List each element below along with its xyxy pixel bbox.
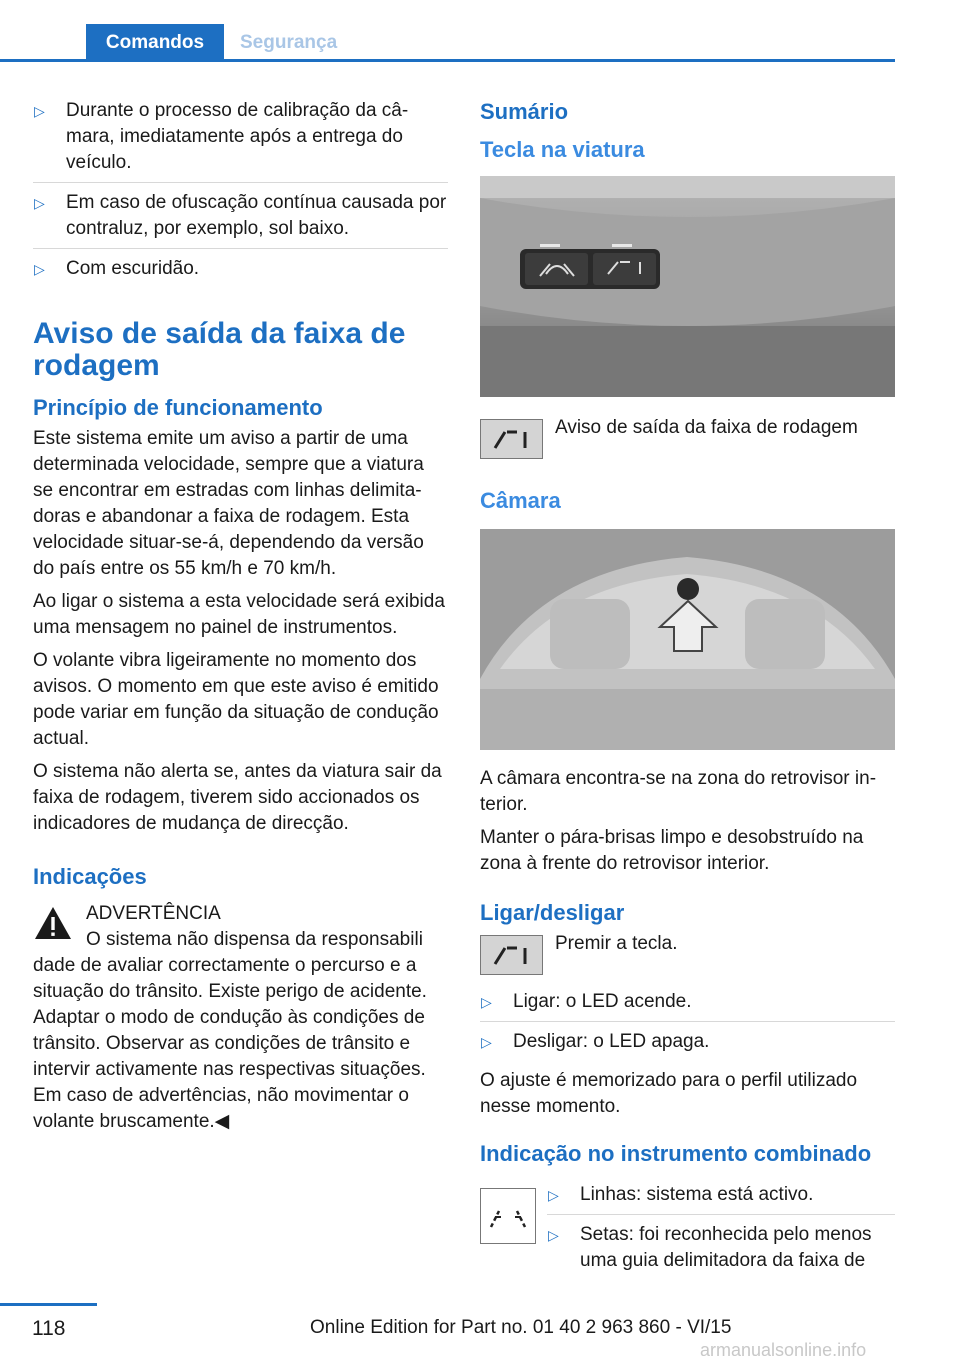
display-title: Indicação no instrumento combinado <box>480 1141 872 1166</box>
warning-triangle-icon <box>33 905 73 941</box>
watermark: armanualsonline.info <box>700 1340 867 1360</box>
button-panel-photo <box>480 176 895 397</box>
list-item: ▷ Linhas: sistema está activo. <box>547 1182 895 1215</box>
tab-seguranca[interactable]: Segurança <box>240 32 338 53</box>
warning-lead: O sistema não dispensa da responsabili <box>86 929 423 950</box>
footer-rule <box>0 1303 97 1306</box>
calibration-list <box>33 98 448 288</box>
left-column <box>33 98 448 1142</box>
list-item: ▷ Desligar: o LED apaga. <box>480 1029 895 1061</box>
tab-comandos[interactable]: Comandos <box>86 24 224 62</box>
paragraph: A câmara encontra-se na zona do retrovisor interior. <box>480 768 877 815</box>
page-number: 118 <box>32 1317 66 1340</box>
camera-photo <box>480 529 895 750</box>
notes-title: Indicações <box>33 864 147 889</box>
warning-label: ADVERTÊNCIA <box>86 903 221 924</box>
lane-departure-key-icon <box>480 935 543 975</box>
header-bar <box>0 0 895 62</box>
edition-text: Online Edition for Part no. 01 40 2 963 860 - VI/15 <box>310 1317 732 1338</box>
warning-text: dade de avaliar correctamente o percurso e a situação do trânsito. Existe perigo de acidente. Adaptar o modo de condução às condições de trânsito. Observar as condições de trânsito e intervir activamente nas respectivas situações. Em caso de advertências, não movimentar o volante bruscamente.◀ <box>33 955 427 1132</box>
onoff-text: Premir a tecla. <box>555 933 678 954</box>
list-item: ▷ Com escuridão. <box>33 256 448 288</box>
onoff-legend <box>480 931 895 975</box>
warning-block <box>33 901 448 1135</box>
principle-title: Princípio de funcionamento <box>33 395 323 420</box>
paragraph: O volante vibra ligeiramente no momento dos avisos. O momento em que este aviso é emitido pode variar em função da situação de condução actual. <box>33 650 439 749</box>
display-list <box>480 1182 895 1280</box>
header-rule <box>0 59 895 62</box>
right-column <box>480 98 895 1287</box>
lane-lines-icon <box>480 1188 536 1244</box>
key-caption: Aviso de saída da faixa de rodagem <box>555 417 858 438</box>
paragraph: O sistema não alerta se, antes da viatura sair da faixa de rodagem, tiverem sido accionados os indicadores de mudança de direcção. <box>33 761 442 834</box>
lane-departure-key-icon <box>480 419 543 459</box>
list-item: ▷ Em caso de ofuscação contínua causada por contraluz, por exemplo, sol baixo. <box>33 190 448 249</box>
section-title: Aviso de saída da faixa de rodagem <box>33 317 406 382</box>
onoff-list <box>480 989 895 1061</box>
paragraph: Manter o pára-brisas limpo e desobstruído na zona à frente do retrovisor interior. <box>480 827 864 874</box>
list-item: ▷ Ligar: o LED acende. <box>480 989 895 1022</box>
paragraph: O ajuste é memorizado para o perfil utilizado nesse momento. <box>480 1070 858 1117</box>
display-block <box>480 1182 895 1280</box>
summary-title: Sumário <box>480 99 569 124</box>
onoff-title: Ligar/desligar <box>480 900 625 925</box>
key-legend <box>480 415 895 459</box>
paragraph: Ao ligar o sistema a esta velocidade será exibida uma mensagem no painel de instrumentos. <box>33 591 445 638</box>
camera-title: Câmara <box>480 488 561 513</box>
paragraph: Este sistema emite um aviso a partir de uma determinada velocidade, sempre que a viatura se encontrar em estradas com linhas delimitadoras e abandonar a faixa de rodagem. Esta velocidade situar-se-á, dependendo da versão do país entre os 55 km/h e 70 km/h. <box>33 428 424 579</box>
list-item: ▷ Setas: foi reconhecida pelo menos uma guia delimitadora da faixa de <box>547 1222 895 1280</box>
key-title: Tecla na viatura <box>480 137 645 162</box>
list-item: ▷ Durante o processo de calibração da câmara, imediatamente após a entrega do veículo. <box>33 98 448 183</box>
